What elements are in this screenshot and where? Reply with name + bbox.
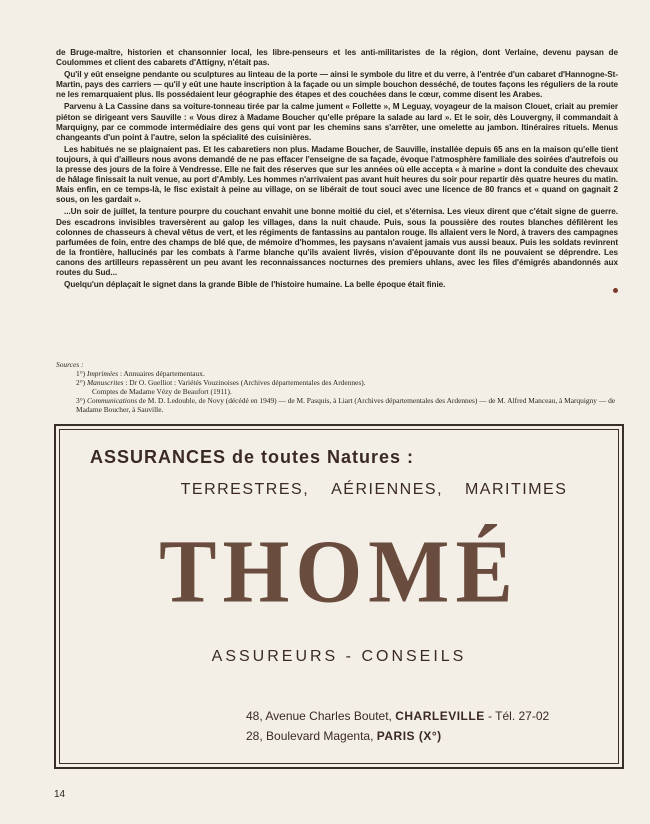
- page-number: 14: [54, 789, 66, 800]
- paragraph: Les habitués ne se plaignaient pas. Et les cabaretiers non plus. Madame Boucher, de Sauville, installée depuis 65 ans en la maison qu'elle tient toujours, à qui d'ailleurs nous avons demandé de ne pas effacer l'enseigne de sa façade, évoque l'atmosphère familiale des soirées d'autrefois ou la presse des jours de la foire à Vendresse. Elle ne fait des réserves que sur les années où elle accepta « à marine » dont la conduite des chevaux de hâlage finissait la nuit venue, au port d'Ambly. Les hommes n'arrivaient pas avant huit heures du soir pour repartir dès quatre heures du matin. Mais enfin, en ce temps-là, le fisc existait à peine au village, on se libérait de tout souci avec une licence de 80 francs et « quand on gagnait 2 sous, on les gardait ».: [56, 144, 618, 205]
- paragraph: ...Un soir de juillet, la tenture pourpre du couchant envahit une bonne moitié du ciel, et s'éternisa. Les vieux dirent que c'était signe de guerre. Des escadrons invisibles traversèrent au galop les villages, dans la nuit chaude. Puis, sous la poussière des routes blanches défilèrent les colonnes de chasseurs à cheval vêtus de vert, et les régiments de fantassins au pantalon rouge. Ils allaient vers le Nord, à travers des campagnes parfumées de foin, entre des champs de blé que, de mémoire d'hommes, les paysans n'avaient jamais vus aussi beaux. Puis les soldats revinrent de la frontière, hallucinés par les combats à l'arme blanche qu'ils avaient livrés, vision d'épouvante dont ils ne pouvaient se déprendre. Les canons des artilleurs repassèrent un peu avant les reconnaissances nocturnes des premiers uhlans, avec les files d'émigrés abandonnés aux routes du Sud...: [56, 207, 618, 277]
- source-item: 1°) Imprimées : Annuaires départementaux.: [76, 369, 205, 378]
- ad-address-charleville: 48, Avenue Charles Boutet, CHARLEVILLE - Tél. 27-02: [246, 709, 550, 723]
- source-item: 3°) Communications de M. D. Ledouble, de Novy (décédé en 1949) — de M. Pasquis, à Liart (Archives départementales des Ardennes) — de M. Alfred Manceau, à Marquigny — de Madame Boucher, à Sauville.: [76, 396, 616, 414]
- ad-brand-name: THOMÉ: [159, 520, 519, 622]
- margin-mark: [613, 288, 618, 293]
- paragraph: Quelqu'un déplaçait le signet dans la grande Bible de l'histoire humaine. La belle époque était finie.: [64, 280, 446, 290]
- ad-subtitle: ASSUREURS - CONSEILS: [211, 648, 467, 665]
- ad-insurance-types: [56, 481, 622, 499]
- ad-address-paris: 28, Boulevard Magenta, PARIS (X°): [246, 729, 442, 743]
- article-text: [56, 48, 618, 292]
- paragraph: Qu'il y eût enseigne pendante ou sculptures au linteau de la porte — ainsi le symbole du litre et du verre, à l'entrée d'un cabaret d'Hannogne-St-Martin, pays des carriers — qu'il y eût une haute inscription à la façade ou un simple bouchon desséché, de toutes façons les réguliers de la route ne les remarquaient plus. Ils possédaient leur géographie des étapes et des couchées dans le cœur, comme disent les Arabes.: [56, 70, 618, 100]
- ad-type: AÉRIENNES,: [331, 481, 444, 498]
- ad-type: MARITIMES: [464, 481, 568, 498]
- source-item-continued: Comptes de Madame Vézy de Beaufort (1911).: [92, 387, 232, 396]
- advertisement: [54, 424, 624, 769]
- sources-block: [56, 360, 618, 414]
- ad-type: TERRESTRES,: [180, 481, 310, 498]
- source-item: 2°) Manuscrites : Dr O. Guelliot : Variétés Vouzinoises (Archives départementales des Ardennes).: [76, 378, 366, 387]
- sources-header: Sources :: [56, 360, 84, 369]
- paragraph: de Bruge-maître, historien et chansonnier local, les libre-penseurs et les anti-militaristes de la région, dont Verlaine, devenu paysan de Coulommes et client des cabarets d'Attigny, n'était pas.: [56, 48, 618, 68]
- ad-headline: ASSURANCES de toutes Natures :: [90, 447, 415, 467]
- paragraph: Parvenu à La Cassine dans sa voiture-tonneau tirée par la calme jument « Follette », M Leguay, voyageur de la maison Clouet, criait au premier piéton se dirigeant vers Sauville : « Vous direz à Madame Boucher qu'elle prépare la salade au lard ». Et le soir, dès Louvergny, il commandait à Marquigny, par ce commode intermédiaire des gens qui vont par les chemins sans s'arrêter, une omelette au jambon. Itinéraires rituels. Menus changeants d'un point à l'autre, selon la spécialité des cuisinières.: [56, 102, 618, 142]
